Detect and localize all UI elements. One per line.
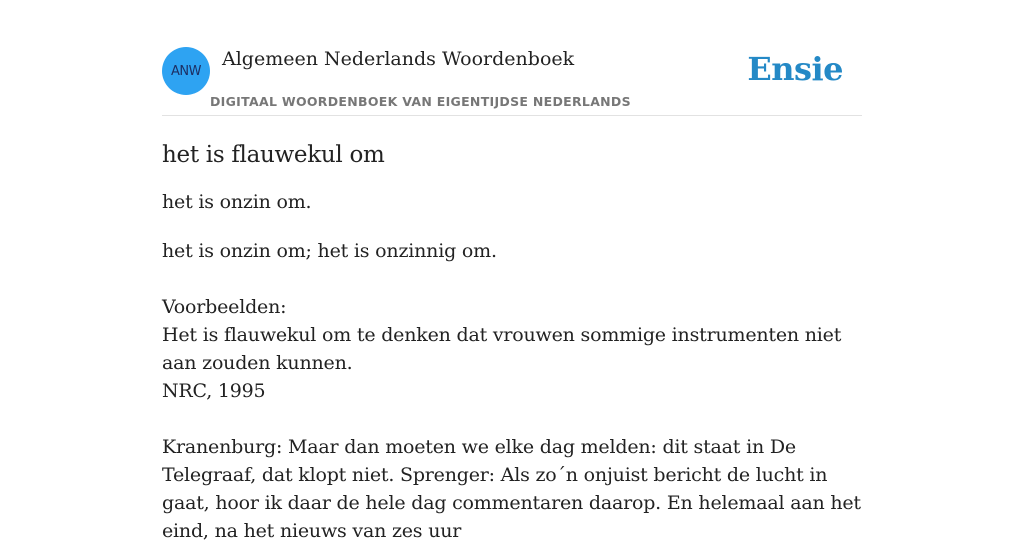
example-source: NRC, 1995 (162, 380, 266, 402)
source-subtitle: DIGITAAL WOORDENBOEK VAN EIGENTIJDSE NEDERLANDS (210, 94, 631, 109)
definition-text: het is onzin om; het is onzinnig om. (162, 240, 497, 262)
entry-headword: het is flauwekul om (162, 142, 385, 168)
examples-label: Voorbeelden: (162, 296, 287, 318)
entry-content (162, 140, 862, 545)
anw-logo[interactable] (162, 47, 210, 95)
source-name-link[interactable]: Algemeen Nederlands Woordenboek (222, 48, 575, 70)
ensie-logo[interactable]: Ensie (747, 50, 843, 88)
page (162, 0, 862, 545)
example-text: Het is flauwekul om te denken dat vrouwen sommige instrumenten niet aan zouden kunnen. (162, 324, 842, 374)
full-definition (162, 237, 862, 545)
short-definition: het is onzin om. (162, 191, 312, 213)
spacer (162, 265, 862, 293)
logo-text: ANW (171, 63, 201, 79)
example-text: Kranenburg: Maar dan moeten we elke dag melden: dit staat in De Telegraaf, dat klopt niet. Sprenger: Als zo´n onjuist bericht de lucht in gaat, hoor ik daar de hele dag commentaren daarop. En helemaal aan het eind, na het nieuws van zes uur (162, 436, 861, 542)
spacer (162, 405, 862, 433)
source-header (162, 47, 862, 116)
